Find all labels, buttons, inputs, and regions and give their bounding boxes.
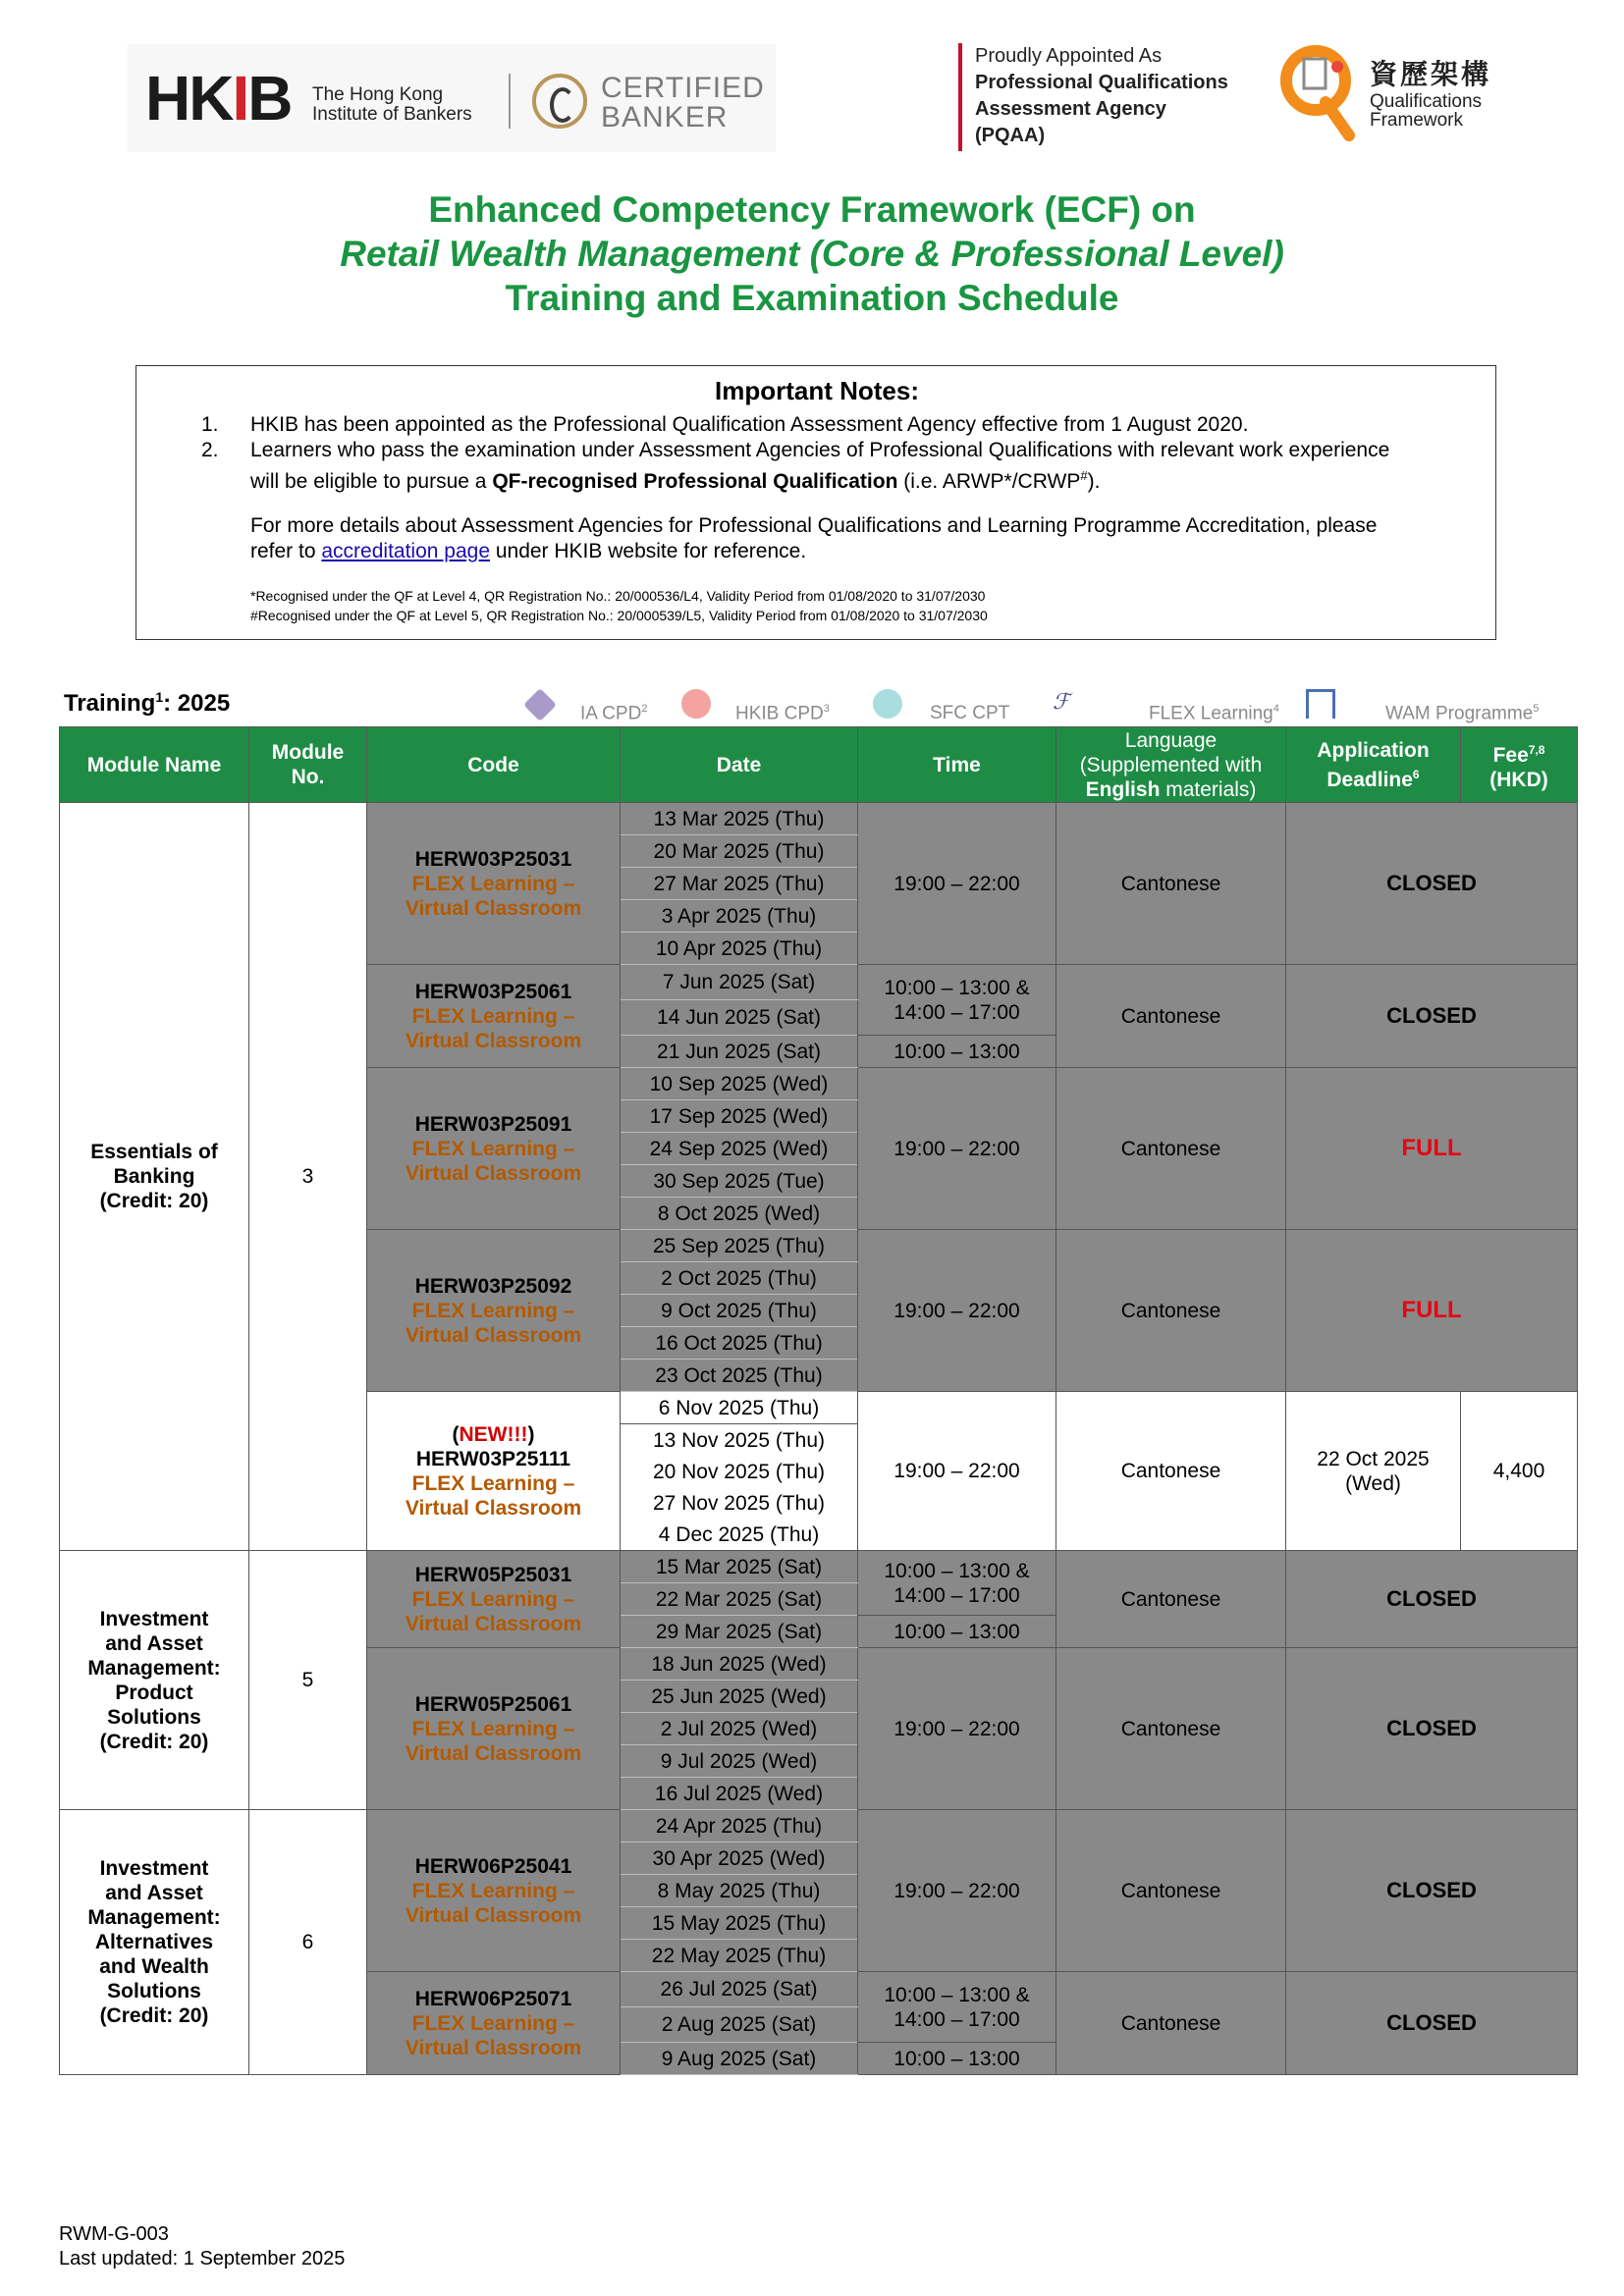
hkib-wordmark: HKIB	[145, 63, 292, 133]
status-closed: CLOSED	[1386, 1878, 1477, 1902]
flex-label: Virtual Classroom	[405, 1496, 582, 1520]
class-code: HERW03P25031	[414, 847, 572, 871]
module-name-text: Alternatives	[94, 1931, 214, 1953]
header-text: Application	[1317, 738, 1430, 762]
flex-label: FLEX Learning –	[411, 2011, 575, 2035]
date-cell: 16 Oct 2025 (Thu)	[621, 1327, 858, 1360]
note-item-2-line-2	[250, 463, 1478, 495]
deadline-cell	[1286, 1392, 1461, 1551]
time-cell: 19:00 – 22:00	[858, 803, 1056, 965]
date-cell: 4 Dec 2025 (Thu)	[621, 1519, 858, 1551]
time-cell: 19:00 – 22:00	[858, 1068, 1056, 1230]
hkib-name-line: Institute of Bankers	[312, 104, 472, 125]
date-cell: 27 Nov 2025 (Thu)	[621, 1487, 858, 1519]
date-cell: 10 Apr 2025 (Thu)	[621, 933, 858, 965]
legend-text: FLEX Learning	[1149, 703, 1273, 724]
legend-ia-cpd	[580, 703, 647, 724]
header-text: Module	[271, 741, 345, 764]
accreditation-page-link[interactable]: accreditation page	[321, 540, 490, 562]
module-name-text: (Credit: 20)	[99, 1730, 209, 1753]
time-cell	[858, 1972, 1056, 2043]
pqaa-accent-bar	[958, 43, 962, 151]
flex-label: Virtual Classroom	[405, 1323, 582, 1347]
date-cell: 13 Nov 2025 (Thu)	[621, 1424, 858, 1457]
time-text: 14:00 – 17:00	[893, 2007, 1020, 2031]
flex-learning-icon: ℱ	[1053, 689, 1070, 714]
legend-sup: 4	[1272, 703, 1279, 715]
logo-divider	[509, 74, 511, 129]
language-cell: Cantonese	[1056, 1230, 1286, 1392]
note-number: 1.	[201, 413, 219, 436]
note-item-1: HKIB has been appointed as the Professional Qualification Assessment Agency effective from 1 August 2020.	[250, 413, 1249, 436]
flex-label: FLEX Learning –	[411, 1137, 575, 1160]
status-cell	[1286, 1230, 1578, 1392]
status-closed: CLOSED	[1386, 1586, 1477, 1611]
col-language	[1056, 727, 1286, 803]
class-code: HERW05P25031	[414, 1563, 572, 1586]
qf-logo-icon	[1276, 37, 1355, 147]
status-full: FULL	[1401, 1297, 1462, 1323]
date-cell: 22 Mar 2025 (Sat)	[621, 1583, 858, 1616]
time-cell: 19:00 – 22:00	[858, 1230, 1056, 1392]
class-code: HERW03P25061	[414, 980, 572, 1003]
legend-wam	[1385, 703, 1539, 724]
qf-chinese-name: 資歷架構	[1370, 59, 1492, 89]
flex-label: Virtual Classroom	[405, 896, 582, 920]
table-header-row	[60, 727, 1578, 803]
header-text: (Supplemented with	[1079, 753, 1263, 776]
date-cell: 6 Nov 2025 (Thu)	[621, 1392, 858, 1424]
date-cell: 7 Jun 2025 (Sat)	[621, 965, 858, 1000]
training-schedule-table	[59, 726, 1578, 2075]
date-cell: 2 Jul 2025 (Wed)	[621, 1713, 858, 1745]
header-text: materials)	[1160, 777, 1257, 801]
hkib-logo	[128, 44, 776, 152]
time-cell: 19:00 – 22:00	[858, 1392, 1056, 1551]
page-title-line-2: Retail Wealth Management (Core & Professional Level)	[340, 234, 1284, 274]
language-cell: Cantonese	[1056, 1972, 1286, 2075]
time-cell: 10:00 – 13:00	[858, 2043, 1056, 2075]
time-cell: 10:00 – 13:00	[858, 1616, 1056, 1648]
class-code-cell	[367, 1972, 621, 2075]
col-module-no	[249, 727, 367, 803]
date-cell: 25 Jun 2025 (Wed)	[621, 1681, 858, 1713]
header-sup: 6	[1412, 767, 1420, 781]
qf-text	[1370, 57, 1491, 130]
note-text: refer to	[250, 540, 322, 562]
class-code-cell	[367, 1068, 621, 1230]
module-name-text: (Credit: 20)	[99, 2004, 209, 2027]
date-cell: 26 Jul 2025 (Sat)	[621, 1972, 858, 2007]
hkib-red-letter: I	[232, 63, 248, 133]
page-title-line-3: Training and Examination Schedule	[505, 278, 1119, 318]
status-cell	[1286, 1551, 1578, 1648]
module-name-text: Investment	[99, 1857, 209, 1880]
status-cell	[1286, 1972, 1578, 2075]
flex-label: FLEX Learning –	[411, 872, 575, 895]
legend-sup: 3	[823, 703, 830, 715]
last-updated: Last updated: 1 September 2025	[59, 2248, 346, 2269]
date-cell: 22 May 2025 (Thu)	[621, 1940, 858, 1972]
certified-line: BANKER	[601, 101, 729, 133]
flex-label: Virtual Classroom	[405, 1741, 582, 1765]
status-cell	[1286, 1810, 1578, 1972]
hkib-full-name	[312, 85, 472, 125]
class-code-cell	[367, 1551, 621, 1648]
pqaa-line: Professional Qualifications	[975, 72, 1228, 93]
class-code: HERW03P25092	[414, 1274, 572, 1298]
header-text: Fee	[1492, 743, 1529, 767]
date-cell: 16 Jul 2025 (Wed)	[621, 1778, 858, 1810]
date-cell: 2 Aug 2025 (Sat)	[621, 2007, 858, 2043]
date-cell: 8 Oct 2025 (Wed)	[621, 1198, 858, 1230]
hkib-name-line: The Hong Kong	[312, 84, 444, 105]
flex-label: FLEX Learning –	[411, 1471, 575, 1495]
date-cell: 15 May 2025 (Thu)	[621, 1907, 858, 1940]
module-name-text: Product	[115, 1681, 193, 1704]
pqaa-line: (PQAA)	[975, 125, 1046, 146]
status-closed: CLOSED	[1386, 2010, 1477, 2035]
certified-banker-seal-icon	[532, 74, 587, 129]
flex-label: Virtual Classroom	[405, 1161, 582, 1185]
class-code: HERW06P25071	[414, 1987, 572, 2010]
training-text: Training	[64, 690, 156, 717]
col-time: Time	[858, 727, 1056, 803]
new-paren: (	[452, 1422, 460, 1446]
table-row	[60, 1551, 1578, 1583]
date-cell: 24 Sep 2025 (Wed)	[621, 1133, 858, 1165]
flex-label: FLEX Learning –	[411, 1587, 575, 1611]
status-full: FULL	[1401, 1135, 1462, 1161]
module-name-text: Solutions	[107, 1705, 201, 1729]
important-notes-box	[135, 365, 1496, 640]
col-module-name: Module Name	[60, 727, 249, 803]
deadline-text: (Wed)	[1345, 1471, 1401, 1495]
language-cell: Cantonese	[1056, 1810, 1286, 1972]
date-cell: 29 Mar 2025 (Sat)	[621, 1616, 858, 1648]
document-code: RWM-G-003	[59, 2223, 169, 2245]
note-more-line-2	[250, 539, 1478, 564]
note-item-2-line-1: Learners who pass the examination under Assessment Agencies of Professional Qualifications with relevant work experience	[250, 439, 1390, 461]
language-cell: Cantonese	[1056, 1648, 1286, 1810]
module-name-text: Solutions	[107, 1980, 201, 2002]
footnote-crwp: #Recognised under the QF at Level 5, QR Registration No.: 20/000539/L5, Validity Period from 01/08/2020 to 31/07/2030	[250, 608, 988, 623]
training-year-label	[64, 689, 230, 718]
date-cell: 21 Jun 2025 (Sat)	[621, 1036, 858, 1068]
page-footer	[59, 2222, 345, 2271]
date-cell: 10 Sep 2025 (Wed)	[621, 1068, 858, 1100]
note-sup: #	[1080, 468, 1088, 483]
footnote-arwp: *Recognised under the QF at Level 4, QR Registration No.: 20/000536/L4, Validity Period from 01/08/2020 to 31/07/2030	[250, 588, 986, 604]
class-code-cell	[367, 1810, 621, 1972]
hkib-cpd-icon	[681, 689, 711, 719]
date-cell: 3 Apr 2025 (Thu)	[621, 900, 858, 933]
flex-label: FLEX Learning –	[411, 1879, 575, 1902]
date-cell: 24 Apr 2025 (Thu)	[621, 1810, 858, 1842]
note-text: will be eligible to pursue a	[250, 470, 493, 493]
header-text: No.	[291, 766, 325, 788]
class-code-cell	[367, 1230, 621, 1392]
ia-cpd-icon	[523, 688, 557, 721]
module-name-text: and Asset	[105, 1882, 203, 1904]
note-more-line-1: For more details about Assessment Agencies for Professional Qualifications and Learning Programme Accreditation, please	[250, 514, 1378, 537]
date-cell: 2 Oct 2025 (Thu)	[621, 1262, 858, 1295]
language-cell: Cantonese	[1056, 803, 1286, 965]
module-no-cell: 5	[249, 1551, 367, 1810]
module-name-text: (Credit: 20)	[99, 1190, 209, 1212]
certified-banker-text	[601, 74, 765, 133]
date-cell: 30 Sep 2025 (Tue)	[621, 1165, 858, 1198]
language-cell: Cantonese	[1056, 965, 1286, 1068]
date-cell: 8 May 2025 (Thu)	[621, 1875, 858, 1907]
time-cell	[858, 1551, 1056, 1616]
module-no-cell: 6	[249, 1810, 367, 2075]
date-cell: 25 Sep 2025 (Thu)	[621, 1230, 858, 1262]
status-closed: CLOSED	[1386, 871, 1477, 895]
col-code: Code	[367, 727, 621, 803]
date-cell: 20 Mar 2025 (Thu)	[621, 835, 858, 868]
header-sup: 7,8	[1528, 742, 1545, 757]
date-cell: 13 Mar 2025 (Thu)	[621, 803, 858, 835]
module-name-text: Essentials of	[90, 1141, 218, 1163]
note-text: (i.e. ARWP*/CRWP	[897, 470, 1081, 493]
status-cell	[1286, 965, 1578, 1068]
col-fee	[1461, 727, 1578, 803]
note-text: ).	[1087, 470, 1101, 493]
col-deadline	[1286, 727, 1461, 803]
time-cell	[858, 965, 1056, 1036]
legend-sup: 5	[1533, 703, 1540, 715]
language-cell: Cantonese	[1056, 1551, 1286, 1648]
module-name-text: Banking	[113, 1165, 195, 1188]
date-cell: 27 Mar 2025 (Thu)	[621, 868, 858, 900]
module-name-text: Management:	[87, 1906, 221, 1929]
date-cell: 18 Jun 2025 (Wed)	[621, 1648, 858, 1681]
date-cell: 14 Jun 2025 (Sat)	[621, 1000, 858, 1036]
module-name-cell	[60, 803, 249, 1551]
time-cell: 10:00 – 13:00	[858, 1036, 1056, 1068]
notes-heading: Important Notes:	[715, 376, 919, 405]
time-text: 14:00 – 17:00	[893, 1583, 1020, 1607]
flex-label: Virtual Classroom	[405, 1029, 582, 1052]
fee-cell: 4,400	[1461, 1392, 1578, 1551]
date-cell: 9 Oct 2025 (Thu)	[621, 1295, 858, 1327]
legend-hkib-cpd	[735, 703, 830, 724]
class-code-cell	[367, 1648, 621, 1810]
page-title-line-1: Enhanced Competency Framework (ECF) on	[428, 189, 1196, 230]
status-cell	[1286, 1648, 1578, 1810]
status-closed: CLOSED	[1386, 1003, 1477, 1028]
certified-line: CERTIFIED	[601, 72, 765, 104]
time-text: 10:00 – 13:00 &	[884, 1983, 1030, 2006]
class-code-cell	[367, 803, 621, 965]
date-cell: 30 Apr 2025 (Wed)	[621, 1842, 858, 1875]
table-row	[60, 1810, 1578, 1842]
date-cell: 15 Mar 2025 (Sat)	[621, 1551, 858, 1583]
legend-text: IA CPD	[580, 703, 642, 724]
flex-label: Virtual Classroom	[405, 1903, 582, 1927]
status-cell	[1286, 1068, 1578, 1230]
flex-label: Virtual Classroom	[405, 1612, 582, 1635]
qf-english-name: Qualifications	[1370, 91, 1483, 112]
table-row	[60, 803, 1578, 835]
note-text: under HKIB website for reference.	[490, 540, 807, 562]
flex-label: FLEX Learning –	[411, 1717, 575, 1740]
legend-flex	[1149, 703, 1279, 724]
module-name-text: and Wealth	[99, 1955, 209, 1978]
date-cell: 23 Oct 2025 (Thu)	[621, 1360, 858, 1392]
module-name-text: Management:	[87, 1656, 221, 1680]
date-cell: 9 Aug 2025 (Sat)	[621, 2043, 858, 2075]
legend-text: WAM Programme	[1385, 703, 1534, 724]
class-code-cell	[367, 1392, 621, 1551]
time-cell: 19:00 – 22:00	[858, 1648, 1056, 1810]
class-code: HERW06P25041	[414, 1854, 572, 1878]
module-name-text: and Asset	[105, 1631, 203, 1655]
pqaa-line: Assessment Agency	[975, 98, 1166, 120]
pqaa-badge-text	[975, 43, 1228, 149]
wam-programme-icon	[1306, 689, 1335, 719]
date-cell: 9 Jul 2025 (Wed)	[621, 1745, 858, 1778]
header-text: English	[1085, 777, 1161, 801]
date-cell: 17 Sep 2025 (Wed)	[621, 1100, 858, 1133]
new-paren: )	[527, 1422, 535, 1446]
header-text: Deadline	[1326, 768, 1413, 791]
class-code: HERW05P25061	[414, 1692, 572, 1716]
legend-sup: 2	[641, 703, 648, 715]
time-cell: 19:00 – 22:00	[858, 1810, 1056, 1972]
status-closed: CLOSED	[1386, 1716, 1477, 1740]
new-label: NEW!!!	[459, 1422, 528, 1446]
new-badge	[367, 1422, 620, 1447]
class-code-cell	[367, 965, 621, 1068]
training-sup: 1	[155, 689, 164, 705]
qf-english-name: Framework	[1370, 110, 1464, 131]
header-text: (HKD)	[1489, 768, 1548, 791]
flex-label: Virtual Classroom	[405, 2036, 582, 2059]
status-cell	[1286, 803, 1578, 965]
pqaa-line: Proudly Appointed As	[975, 45, 1163, 67]
module-name-text: Investment	[99, 1607, 209, 1630]
language-cell: Cantonese	[1056, 1068, 1286, 1230]
module-name-cell	[60, 1810, 249, 2075]
flex-label: FLEX Learning –	[411, 1004, 575, 1028]
note-number: 2.	[201, 439, 219, 461]
language-cell: Cantonese	[1056, 1392, 1286, 1551]
header-text: Language	[1124, 728, 1218, 752]
col-date: Date	[621, 727, 858, 803]
note-bold-text: QF-recognised Professional Qualification	[492, 470, 898, 493]
legend-text: HKIB CPD	[735, 703, 824, 724]
deadline-text: 22 Oct 2025	[1317, 1447, 1430, 1470]
date-cell: 20 Nov 2025 (Thu)	[621, 1456, 858, 1487]
class-code: HERW03P25111	[415, 1447, 571, 1470]
legend-sfc-cpt: SFC CPT	[930, 703, 1010, 723]
flex-label: FLEX Learning –	[411, 1299, 575, 1322]
module-no-cell: 3	[249, 803, 367, 1551]
training-year: : 2025	[163, 690, 231, 717]
time-text: 10:00 – 13:00 &	[884, 1559, 1030, 1582]
sfc-cpt-icon	[873, 689, 902, 719]
time-text: 10:00 – 13:00 &	[884, 976, 1030, 999]
module-name-cell	[60, 1551, 249, 1810]
class-code: HERW03P25091	[414, 1112, 572, 1136]
time-text: 14:00 – 17:00	[893, 1000, 1020, 1024]
